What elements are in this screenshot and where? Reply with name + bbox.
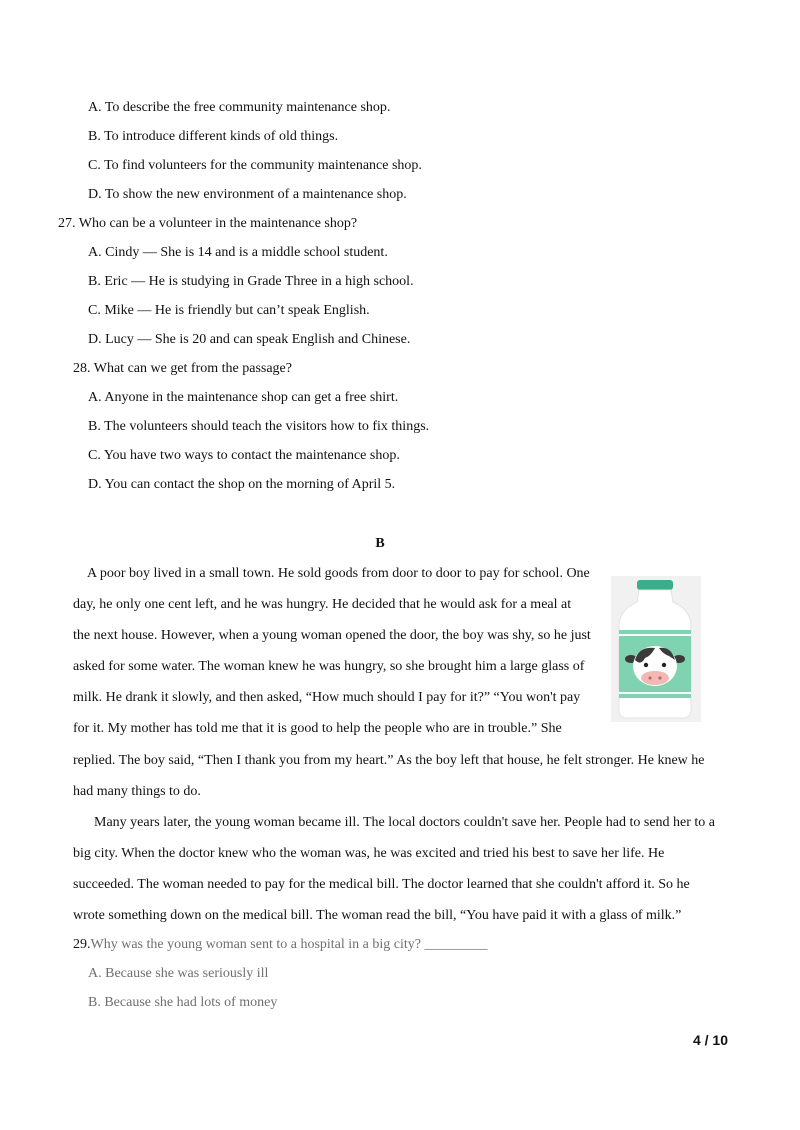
q26-option-d: D. To show the new environment of a maintenance shop. bbox=[88, 187, 407, 202]
passage-line: A poor boy lived in a small town. He sold goods from door to door to pay for school. One bbox=[87, 566, 590, 581]
q28-option-c: C. You have two ways to contact the maintenance shop. bbox=[88, 448, 400, 463]
passage-line: big city. When the doctor knew who the woman was, he was excited and tried his best to save her life. He bbox=[73, 846, 665, 861]
passage-line: milk. He drank it slowly, and then asked, “How much should I pay for it?” “You won't pay bbox=[73, 690, 581, 705]
q26-option-b: B. To introduce different kinds of old things. bbox=[88, 129, 339, 144]
passage-line: asked for some water. The woman knew he was hungry, so she brought him a large glass of bbox=[73, 659, 585, 674]
q29-stem: Why was the young woman sent to a hospital in a big city? _________ bbox=[90, 937, 488, 952]
passage-line: replied. The boy said, “Then I thank you from my heart.” As the boy left that house, he felt stronger. He knew he bbox=[73, 753, 705, 768]
passage-line: day, he only one cent left, and he was hungry. He decided that he would ask for a meal at bbox=[73, 597, 572, 612]
q27-stem: 27. Who can be a volunteer in the maintenance shop? bbox=[58, 216, 358, 231]
q27-option-d: D. Lucy — She is 20 and can speak English and Chinese. bbox=[88, 332, 411, 347]
q26-option-a: A. To describe the free community maintenance shop. bbox=[88, 100, 391, 115]
milk-bottle-illustration bbox=[611, 576, 701, 722]
q27-option-a: A. Cindy — She is 14 and is a middle school student. bbox=[88, 245, 388, 260]
q27-option-b: B. Eric — He is studying in Grade Three in a high school. bbox=[88, 274, 414, 289]
q29-option-a: A. Because she was seriously ill bbox=[88, 966, 269, 981]
passage-line: the next house. However, when a young woman opened the door, the boy was shy, so he just bbox=[73, 628, 591, 643]
passage-line: for it. My mother has told me that it is good to help the people who are in trouble.” She bbox=[73, 721, 562, 736]
milk-bottle-icon bbox=[611, 576, 701, 722]
page-number: 4 / 10 bbox=[692, 1032, 728, 1048]
q29-stem-row bbox=[73, 936, 488, 954]
q28-option-d: D. You can contact the shop on the morning of April 5. bbox=[88, 477, 396, 492]
passage-line: had many things to do. bbox=[73, 784, 201, 799]
passage-line: succeeded. The woman needed to pay for the medical bill. The doctor learned that she couldn't afford it. So he bbox=[73, 877, 690, 892]
passage-line: wrote something down on the medical bill. The woman read the bill, “You have paid it with a glass of milk.” bbox=[73, 908, 682, 923]
passage-line: Many years later, the young woman became ill. The local doctors couldn't save her. People had to send her to a bbox=[94, 815, 716, 830]
q28-stem: 28. What can we get from the passage? bbox=[73, 361, 292, 376]
q28-option-b: B. The volunteers should teach the visitors how to fix things. bbox=[88, 419, 430, 434]
q29-number: 29. bbox=[73, 937, 91, 952]
section-heading: B bbox=[375, 536, 385, 551]
q28-option-a: A. Anyone in the maintenance shop can get a free shirt. bbox=[88, 390, 399, 405]
q26-option-c: C. To find volunteers for the community maintenance shop. bbox=[88, 158, 422, 173]
q29-option-b: B. Because she had lots of money bbox=[88, 995, 278, 1010]
q27-option-c: C. Mike — He is friendly but can’t speak English. bbox=[88, 303, 370, 318]
